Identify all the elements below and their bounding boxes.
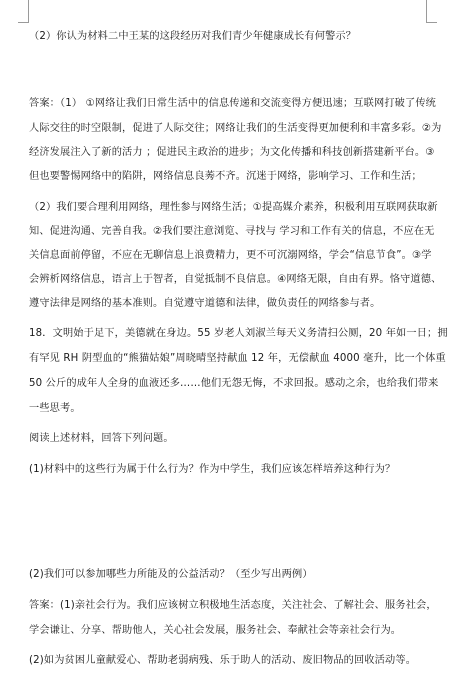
question-18-line-2: 有罕见 RH 阴型血的“熊猫姑娘”周晓晴坚持献血 12 年，无偿献血 4000 毫升，比一个体重 [29,353,446,364]
answer-2-line-3: 关信息面前停留，不应在无聊信息上浪费精力，更不可沉溺网络，学会“信息节食”。③学 [29,250,432,261]
reading-instruction: 阅读上述材料，回答下列问题。 [29,433,174,444]
question-18-line-1: 18．文明始于足下，美德就在身边。55 岁老人刘淑兰每天义务清扫公厕，20 年如一日；拥 [29,328,448,339]
page-corner-mark-right [426,0,437,23]
answer-2-line-4: 会辨析网络信息，语言上于智者，自觉抵制不良信息。④网络无限，自由有界。恪守道德、 [29,274,442,285]
answer-18-1-line-1: 答案：(1)亲社会行为。我们应该树立积极地生活态度，关注社会、了解社会、服务社会， [29,600,437,611]
answer-1-line-2: 人际交往的时空限制，促进了人际交往；网络让我们的生活变得更加便利和丰富多彩。②为 [29,123,442,134]
answer-2-line-5: 遵守法律是网络的基本准则。自觉遵守道德和法律，做负责任的网络参与者。 [29,298,381,309]
answer-18-1-line-2: 学会谦让、分享、帮助他人，关心社会发展，服务社会、奉献社会等亲社会行为。 [29,625,402,636]
question-2-prompt: （2）你认为材料二中王某的这段经历对我们青少年健康成长有何警示？ [29,31,357,42]
answer-1-line-4: 但也要警惕网络中的陷阱，网络信息良莠不齐。沉迷于网络，影响学习、工作和生活； [29,171,422,182]
page-corner-mark-left [18,0,29,23]
question-18-2: (2)我们可以参加哪些力所能及的公益活动？（至少写出两例） [29,569,313,580]
answer-2-line-1: （2）我们要合理利用网络，理性参与网络生活；①提高媒介素养，积极利用互联网获取新 [29,202,438,213]
answer-18-2: (2)如为贫困儿童献爱心、帮助老弱病残、乐于助人的活动、废旧物品的回收活动等。 [29,655,417,666]
question-18-line-4: 一些思考。 [29,403,81,414]
answer-2-line-2: 知、促进沟通、完善自我。②我们要注意浏览、寻找与 学习和工作有关的信息，不应在无 [29,226,435,237]
answer-1-line-1: 答案：（1） ①网络让我们日常生活中的信息传递和交流变得方便迅速；互联网打破了传统 [29,98,437,109]
question-18-line-3: 50 公斤的成年人全身的血液还多……他们无怨无悔，不求回报。感动之余，也给我们带来 [29,378,439,389]
answer-1-line-3: 经济发展注入了新的活力 ；促进民主政治的进步；为文化传播和科技创新搭建新平台。③ [29,147,435,158]
question-18-1: (1)材料中的这些行为属于什么行为？作为中学生，我们应该怎样培养这种行为？ [29,464,396,475]
